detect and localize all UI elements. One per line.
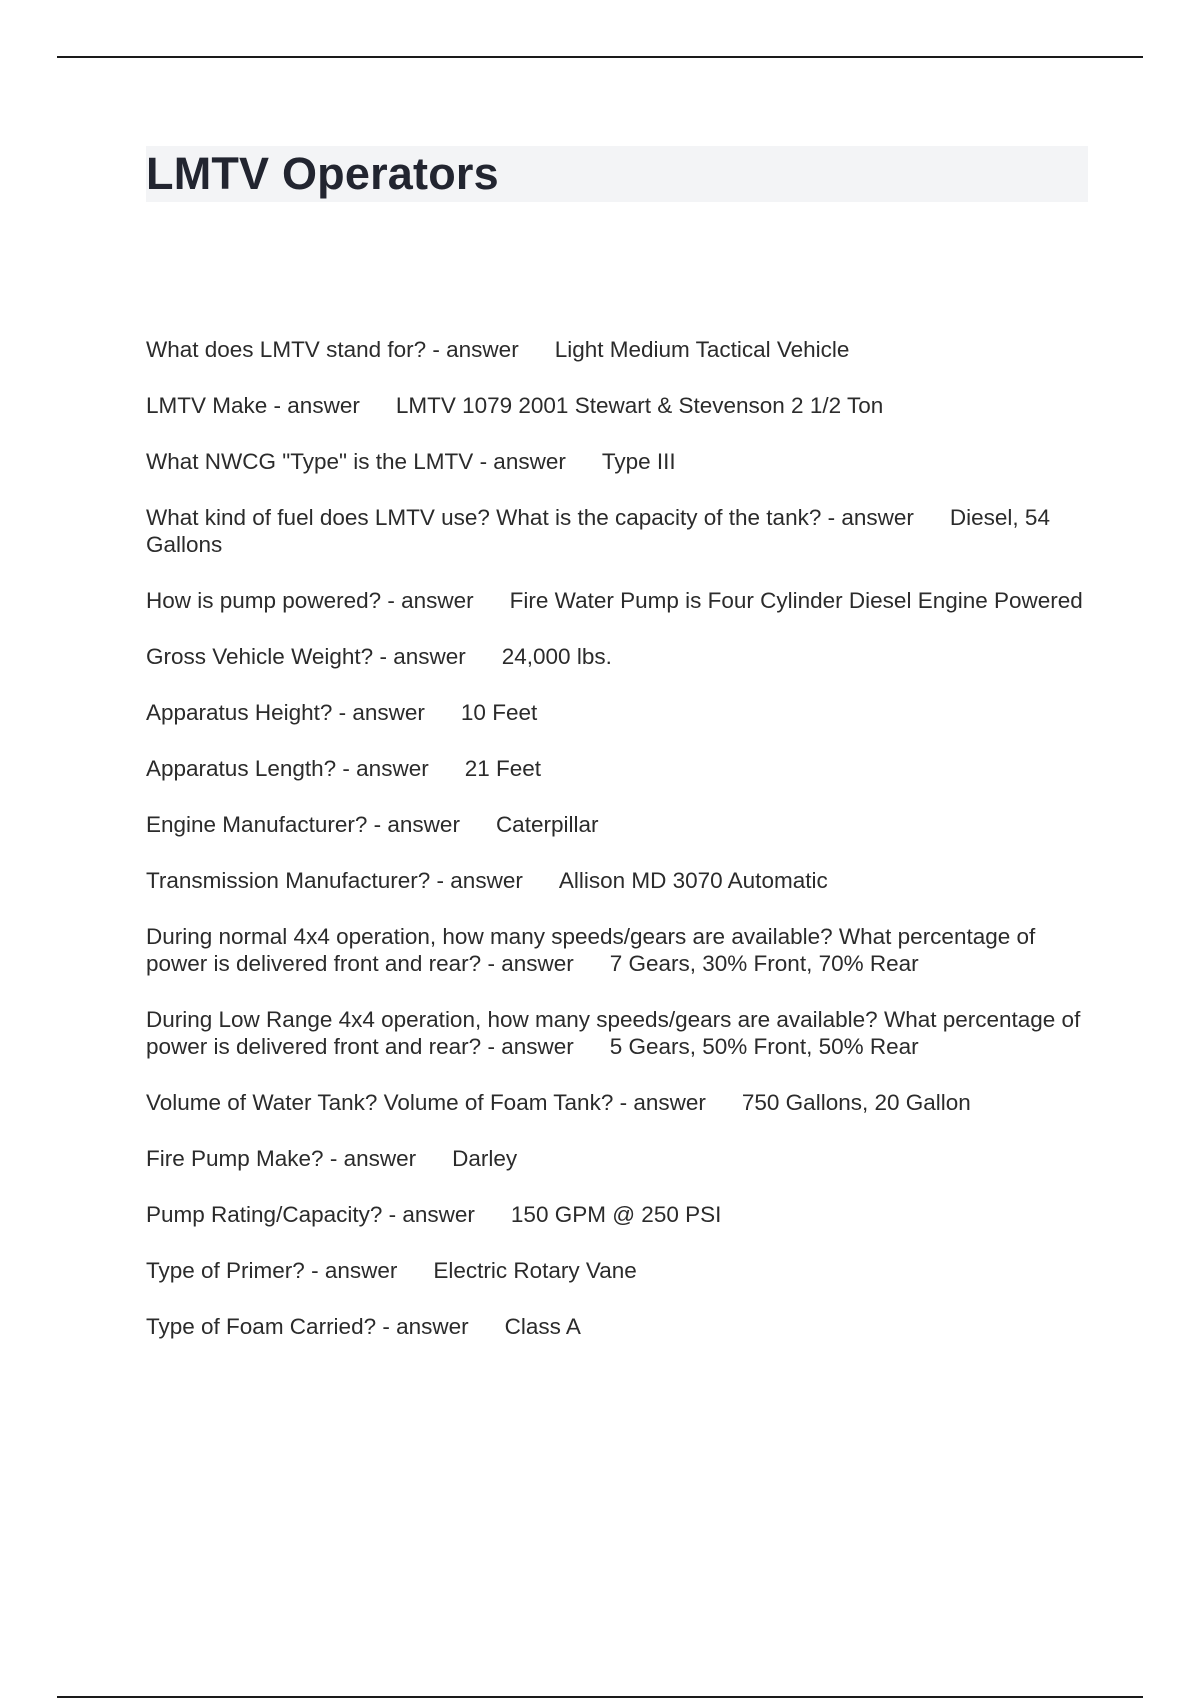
question: What kind of fuel does LMTV use? What is the capacity of the tank?	[146, 505, 822, 530]
answer: Fire Water Pump is Four Cylinder Diesel Engine Powered	[509, 588, 1083, 613]
answer: Diesel, 54 Gallons	[146, 505, 1050, 557]
answer: LMTV 1079 2001 Stewart & Stevenson 2 1/2 Ton	[395, 393, 884, 418]
answer: 24,000 lbs.	[501, 644, 612, 669]
qa-item	[146, 1257, 1088, 1284]
qa-item	[146, 1089, 1088, 1116]
answer-separator: - answer	[436, 868, 523, 893]
answer-separator: - answer	[382, 1314, 469, 1339]
bottom-rule	[57, 1696, 1143, 1698]
qa-item	[146, 587, 1088, 614]
answer-separator: - answer	[487, 1034, 574, 1059]
question: Volume of Water Tank? Volume of Foam Tank?	[146, 1090, 614, 1115]
top-rule	[57, 56, 1143, 58]
answer: Electric Rotary Vane	[433, 1258, 637, 1283]
qa-item	[146, 699, 1088, 726]
answer-separator: - answer	[827, 505, 914, 530]
question: What does LMTV stand for?	[146, 337, 427, 362]
answer-separator: - answer	[273, 393, 360, 418]
answer: 750 Gallons, 20 Gallon	[741, 1090, 971, 1115]
question: Fire Pump Make?	[146, 1146, 324, 1171]
qa-item	[146, 923, 1088, 977]
answer-separator: - answer	[379, 644, 466, 669]
qa-item	[146, 643, 1088, 670]
answer: Allison MD 3070 Automatic	[558, 868, 828, 893]
question: What NWCG "Type" is the LMTV	[146, 449, 474, 474]
answer-separator: - answer	[338, 700, 425, 725]
answer: Darley	[452, 1146, 518, 1171]
page-title: LMTV Operators	[146, 148, 499, 199]
answer: 150 GPM @ 250 PSI	[510, 1202, 722, 1227]
answer-separator: - answer	[619, 1090, 706, 1115]
qa-item	[146, 1201, 1088, 1228]
answer: 10 Feet	[460, 700, 538, 725]
answer: 7 Gears, 30% Front, 70% Rear	[609, 951, 919, 976]
answer-separator: - answer	[329, 1146, 417, 1171]
question: During normal 4x4 operation, how many speeds/gears are available? What percentage of power is delivered front and rear?	[146, 924, 1036, 976]
answer-separator: - answer	[432, 337, 519, 362]
answer: 5 Gears, 50% Front, 50% Rear	[609, 1034, 919, 1059]
qa-item	[146, 336, 1088, 363]
qa-item	[146, 811, 1088, 838]
answer-separator: - answer	[487, 951, 574, 976]
question: Pump Rating/Capacity?	[146, 1202, 383, 1227]
qa-item	[146, 504, 1088, 558]
question: Transmission Manufacturer?	[146, 868, 431, 893]
answer-separator: - answer	[311, 1258, 398, 1283]
question: LMTV Make	[146, 393, 268, 418]
question: During Low Range 4x4 operation, how many speeds/gears are available? What percentage of power is delivered front and rear?	[146, 1007, 1081, 1059]
answer: Type III	[601, 449, 676, 474]
qa-item	[146, 1145, 1088, 1172]
qa-item	[146, 392, 1088, 419]
answer: Class A	[504, 1314, 581, 1339]
qa-item	[146, 448, 1088, 475]
qa-item	[146, 867, 1088, 894]
qa-item	[146, 755, 1088, 782]
answer-separator: - answer	[373, 812, 460, 837]
answer-separator: - answer	[479, 449, 566, 474]
answer-separator: - answer	[342, 756, 429, 781]
answer-separator: - answer	[387, 588, 474, 613]
question: Gross Vehicle Weight?	[146, 644, 374, 669]
answer: Caterpillar	[495, 812, 599, 837]
qa-list	[146, 336, 1088, 1369]
question: Type of Foam Carried?	[146, 1314, 377, 1339]
question: Apparatus Length?	[146, 756, 337, 781]
answer: Light Medium Tactical Vehicle	[554, 337, 850, 362]
qa-item	[146, 1006, 1088, 1060]
question: Type of Primer?	[146, 1258, 305, 1283]
question: How is pump powered?	[146, 588, 382, 613]
question: Apparatus Height?	[146, 700, 333, 725]
answer: 21 Feet	[464, 756, 542, 781]
question: Engine Manufacturer?	[146, 812, 368, 837]
answer-separator: - answer	[388, 1202, 475, 1227]
qa-item	[146, 1313, 1088, 1340]
